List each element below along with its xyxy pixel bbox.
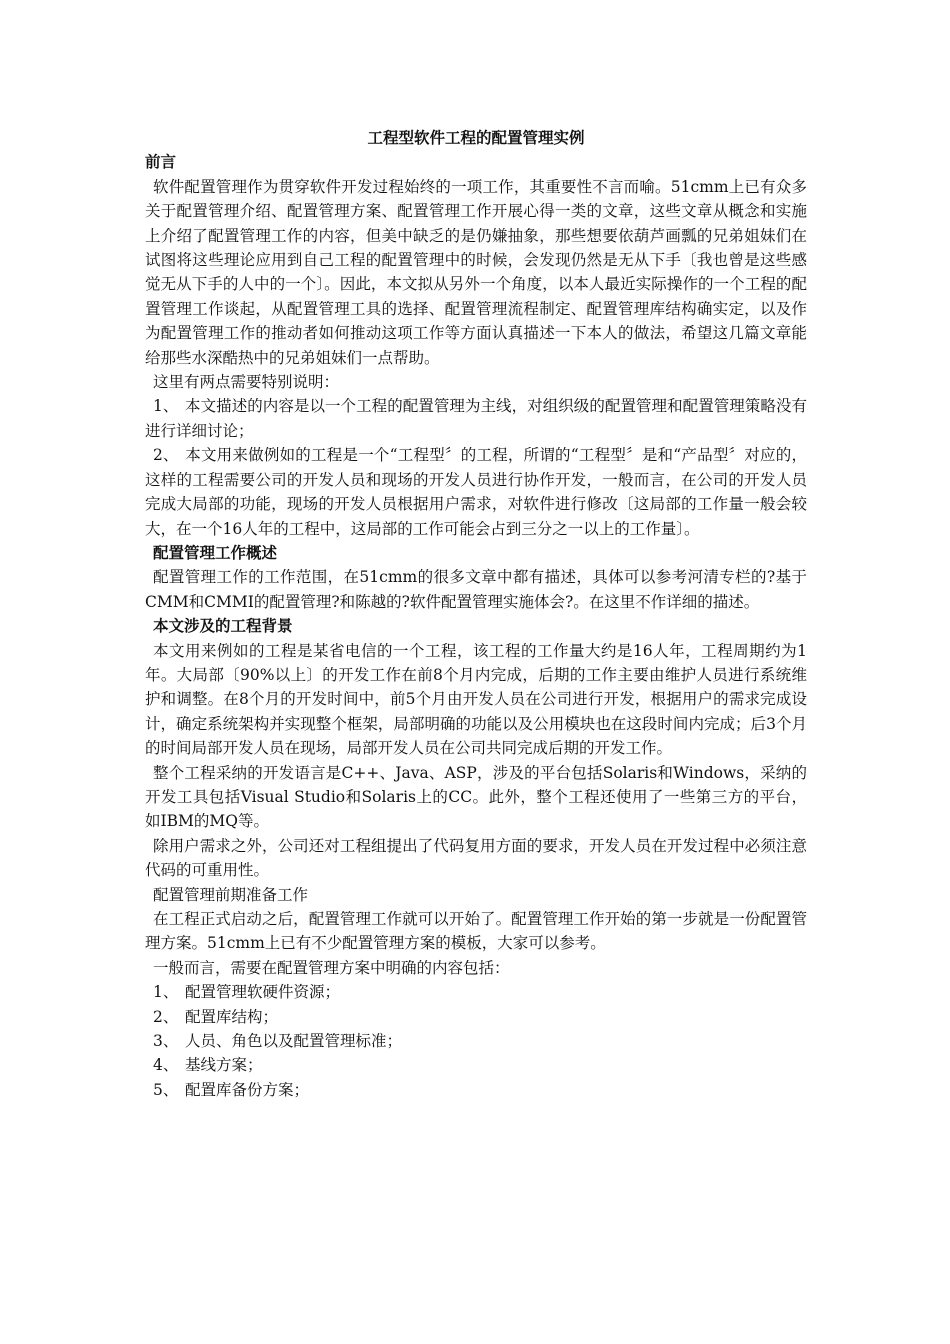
paragraph: 整个工程采纳的开发语言是C++、Java、ASP，涉及的平台包括Solaris和Windows，采纳的开发工具包括Visual Studio和Solaris上的CC。此外，整个工程还使用了一些第三方的平台，如IBM的MQ等。 xyxy=(145,763,807,831)
list-item-text: 配置管理软硬件资源； xyxy=(185,983,341,1002)
paragraph: 本文用来例如的工程是某省电信的一个工程，该工程的工作量大约是16人年，工程周期约为1年。大局部〔90%以上〕的开发工作在前8个月内完成，后期的工作主要由维护人员进行系统维护和调整。在8个月的开发时间中，前5个月由开发人员在公司进行开发，根据用户的需求完成设计，确定系统架构并实现整个框架，局部明确的功能以及公用模块也在这段时间内完成；后3个月的时间局部开发人员在现场，局部开发人员在公司共同完成后期的开发工作。 xyxy=(145,641,807,758)
list-item-text: 基线方案； xyxy=(185,1056,263,1075)
document-title: 工程型软件工程的配置管理实例 xyxy=(367,129,585,147)
list-item xyxy=(145,1053,807,1077)
list-item xyxy=(145,980,807,1004)
section-heading-overview: 配置管理工作概述 xyxy=(153,543,278,562)
list-item-number: 4、 xyxy=(153,1056,179,1075)
section-heading-background: 本文涉及的工程背景 xyxy=(153,617,293,636)
paragraph: 一般而言，需要在配置管理方案中明确的内容包括： xyxy=(153,958,510,977)
list-item-number: 5、 xyxy=(153,1080,179,1099)
list-item-text: 配置库备份方案； xyxy=(185,1080,310,1099)
list-item-number: 3、 xyxy=(153,1032,179,1051)
list-item-text: 人员、角色以及配置管理标准； xyxy=(185,1032,403,1051)
paragraph: 软件配置管理作为贯穿软件开发过程始终的一项工作，其重要性不言而喻。51cmm上已有众多关于配置管理介绍、配置管理方案、配置管理工作开展心得一类的文章，这些文章从概念和实施上介绍了配置管理工作的内容，但美中缺乏的是仍嫌抽象，那些想要依葫芦画瓢的兄弟姐妹们在试图将这些理论应用到自己工程的配置管理中的时候，会发现仍然是无从下手〔我也曾是这些感觉无从下手的人中的一个〕。因此，本文拟从另外一个角度，以本人最近实际操作的一个工程的配置管理工作谈起，从配置管理工具的选择、配置管理流程制定、配置管理库结构确实定，以及作为配置管理工作的推动者如何推动这项工作等方面认真描述一下本人的做法，希望这几篇文章能给那些水深酷热中的兄弟姐妹们一点帮助。 xyxy=(145,177,807,367)
list-item xyxy=(145,1078,807,1102)
section-heading-preface: 前言 xyxy=(145,153,177,172)
list-item-number: 2、 xyxy=(153,1007,179,1026)
document-page xyxy=(145,126,807,1102)
list-item-text: 本文描述的内容是以一个工程的配置管理为主线，对组织级的配置管理和配置管理策略没有进行详细讨论； xyxy=(145,397,807,440)
paragraph: 在工程正式启动之后，配置管理工作就可以开始了。配置管理工作开始的第一步就是一份配置管理方案。51cmm上已有不少配置管理方案的模板，大家可以参考。 xyxy=(145,910,807,953)
list-item xyxy=(145,1005,807,1029)
paragraph: 配置管理工作的工作范围，在51cmm的很多文章中都有描述，具体可以参考河清专栏的?基于CMM和CMMI的配置管理?和陈越的?软件配置管理实施体会?。在这里不作详细的描述。 xyxy=(145,568,807,611)
list-item-text: 本文用来做例如的工程是一个“工程型〞的工程，所谓的“工程型〞是和“产品型〞对应的，这样的工程需要公司的开发人员和现场的开发人员进行协作开发，一般而言，在公司的开发人员完成大局部的功能，现场的开发人员根据用户需求，对软件进行修改〔这局部的工作量一般会较大，在一个16人年的工程中，这局部的工作可能会占到三分之一以上的工作量〕。 xyxy=(145,446,807,538)
list-item-number: 2、 xyxy=(153,446,179,465)
list-item xyxy=(145,443,807,541)
list-item-number: 1、 xyxy=(153,983,179,1002)
list-item-text: 配置库结构； xyxy=(185,1007,279,1026)
paragraph: 除用户需求之外，公司还对工程组提出了代码复用方面的要求，开发人员在开发过程中必须注意代码的可重用性。 xyxy=(145,836,807,880)
paragraph: 这里有两点需要特别说明： xyxy=(153,373,340,392)
list-item xyxy=(145,394,807,443)
section-heading-prep: 配置管理前期准备工作 xyxy=(153,885,309,904)
list-item xyxy=(145,1029,807,1053)
list-item-number: 1、 xyxy=(153,397,179,416)
